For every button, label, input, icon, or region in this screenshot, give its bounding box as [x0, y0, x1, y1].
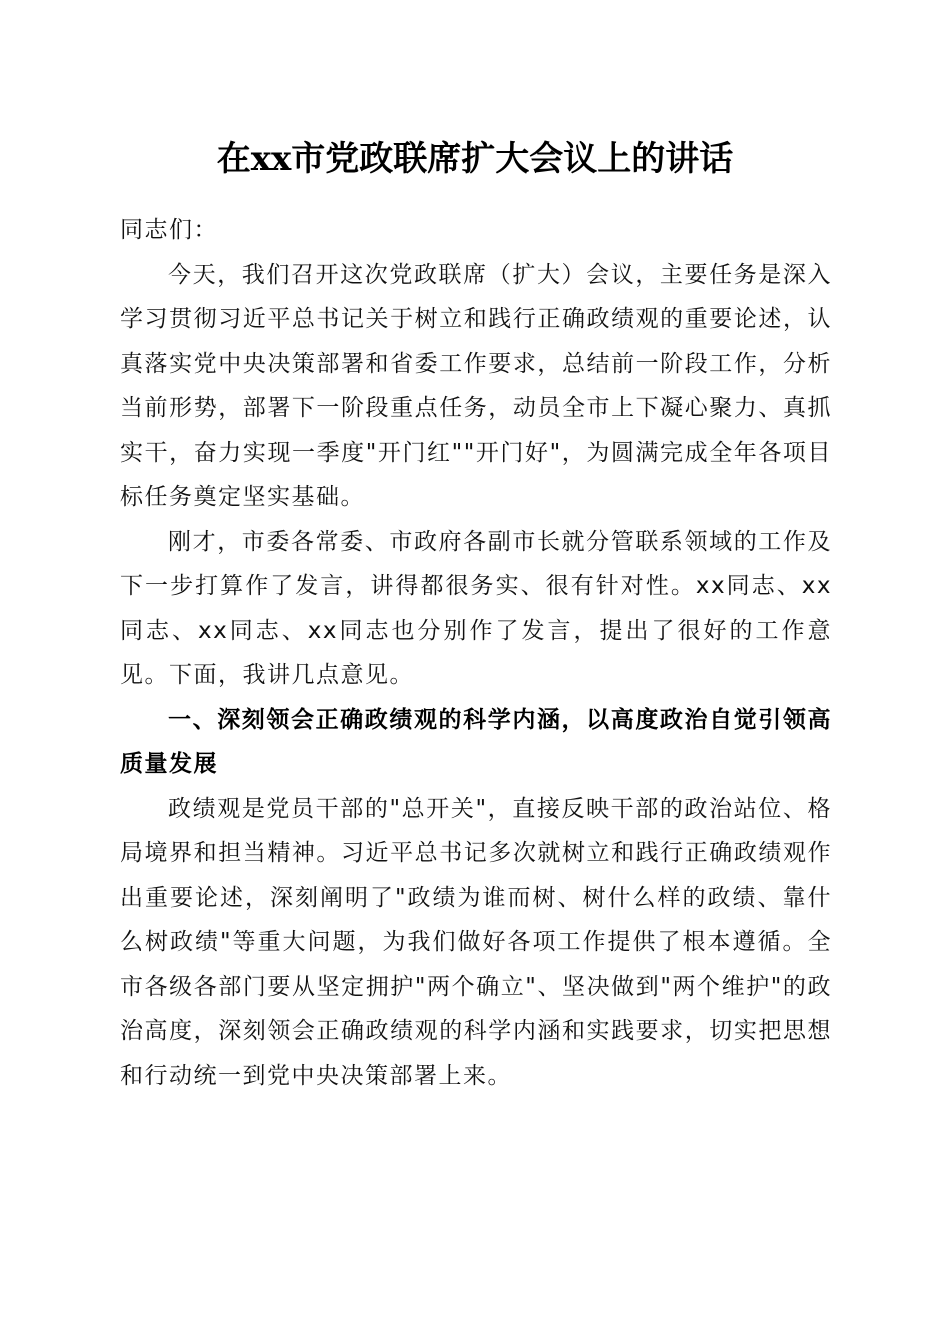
section-1-paragraph: 政绩观是党员干部的"总开关"，直接反映干部的政治站位、格局境界和担当精神。习近平总书记多次就树立和践行正确政绩观作出重要论述，深刻阐明了"政绩为谁而树、树什么样的政绩、靠什么树政绩"等重大问题，为我们做好各项工作提供了根本遵循。全市各级各部门要从坚定拥护"两个确立"、坚决做到"两个维护"的政治高度，深刻领会正确政绩观的科学内涵和实践要求，切实把思想和行动统一到党中央决策部署上来。	[120, 795, 832, 1089]
section-heading-1: 一、深刻领会正确政绩观的科学内涵，以高度政治自觉引领高质量发展	[120, 706, 832, 777]
document-title: 在xx市党政联席扩大会议上的讲话	[216, 139, 734, 179]
document-body	[120, 208, 832, 1098]
paragraph-remarks: 刚才，市委各常委、市政府各副市长就分管联系领域的工作及下一步打算作了发言，讲得都很务实、很有针对性。xx同志、xx同志、xx同志、xx同志也分别作了发言，提出了很好的工作意见。下面，我讲几点意见。	[120, 528, 832, 688]
paragraph-opening: 今天，我们召开这次党政联席（扩大）会议，主要任务是深入学习贯彻习近平总书记关于树立和践行正确政绩观的重要论述，认真落实党中央决策部署和省委工作要求，总结前一阶段工作，分析当前形势，部署下一阶段重点任务，动员全市上下凝心聚力、真抓实干，奋力实现一季度"开门红""开门好"，为圆满完成全年各项目标任务奠定坚实基础。	[120, 261, 832, 510]
salutation: 同志们：	[120, 217, 218, 243]
